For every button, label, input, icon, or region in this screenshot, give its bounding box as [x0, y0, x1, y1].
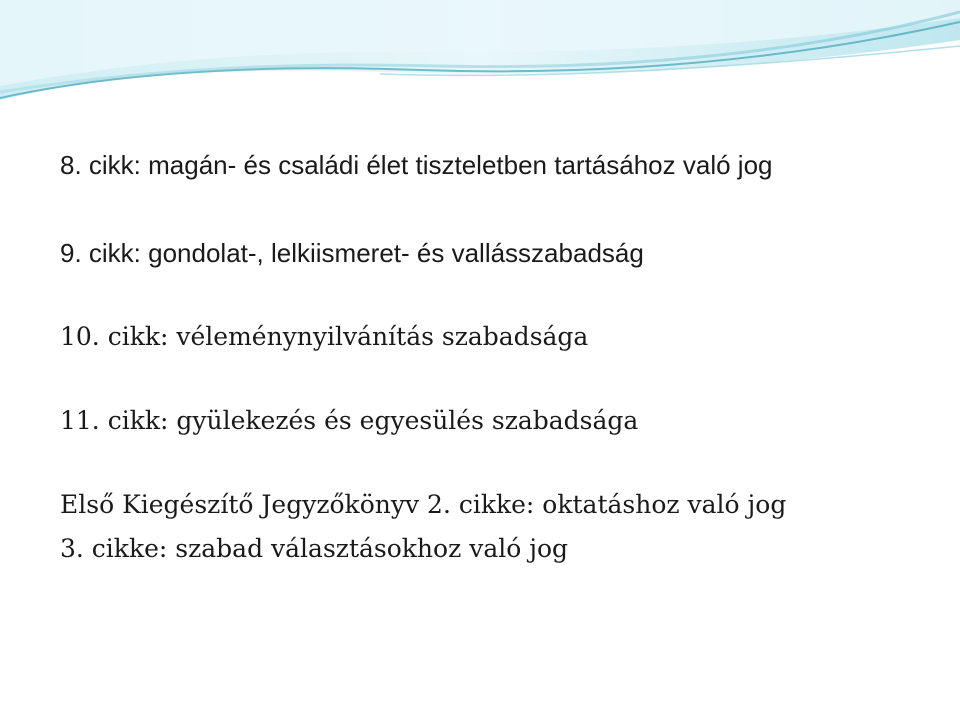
- text-line-article-8: 8. cikk: magán- és családi élet tiszteletben tartásához való jog: [60, 150, 773, 180]
- text-line-article-11: 11. cikk: gyülekezés és egyesülés szabadsága: [60, 406, 639, 435]
- decorative-wave-header: [0, 0, 960, 120]
- text-line-protocol-article-3: 3. cikke: szabad választásokhoz való jog: [60, 534, 569, 563]
- text-line-protocol-article-2: Első Kiegészítő Jegyzőkönyv 2. cikke: oktatáshoz való jog: [60, 490, 787, 519]
- text-line-article-9: 9. cikk: gondolat-, lelkiismeret- és vallásszabadság: [60, 238, 644, 268]
- text-line-article-10: 10. cikk: véleménynyilvánítás szabadsága: [60, 322, 589, 351]
